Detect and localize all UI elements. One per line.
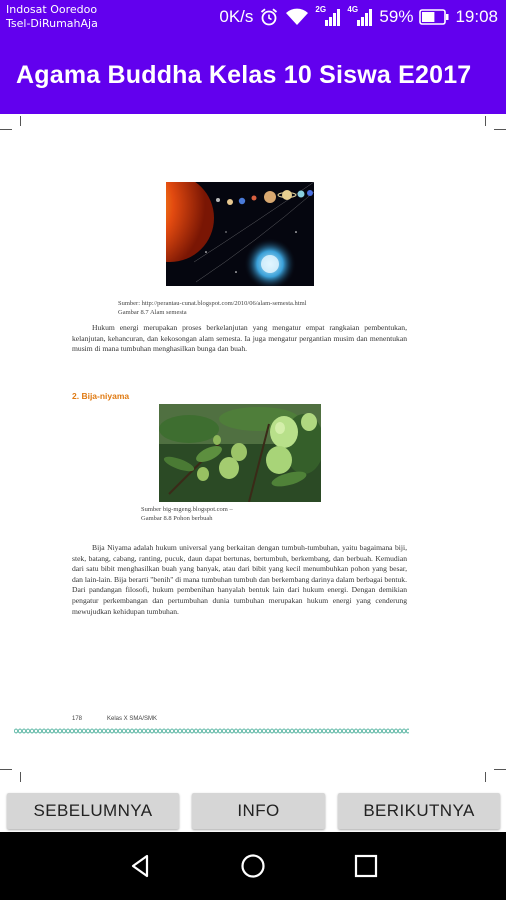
network-speed: 0K/s [219, 7, 254, 26]
figure-caption-tree [141, 506, 233, 523]
crop-mark [0, 129, 12, 130]
signal-strength-2 [347, 7, 373, 27]
decorative-wave-divider [14, 726, 409, 736]
document-page[interactable] [0, 114, 506, 784]
caption-source: Sumber big-mgeng.blogspot.com – [141, 506, 233, 513]
section-heading: 2. Bija-niyama [72, 391, 130, 401]
fruit-tree-image [159, 404, 321, 502]
recents-icon[interactable] [352, 852, 380, 880]
crop-mark [485, 772, 486, 782]
app-title: Agama Buddha Kelas 10 Siswa E2017 [16, 61, 472, 89]
caption-title: Gambar 8.8 Pohon berbuah [141, 514, 213, 522]
crop-mark [494, 129, 506, 130]
wifi-icon [285, 8, 309, 26]
signal-strength-1 [315, 7, 341, 27]
paragraph-energy-law [72, 323, 407, 355]
carrier-info [6, 3, 98, 31]
previous-button[interactable]: SEBELUMNYA [7, 793, 179, 829]
network-type-label: 2G [315, 5, 327, 14]
status-indicators [219, 6, 498, 28]
signal-icon [315, 7, 341, 27]
back-icon[interactable] [127, 852, 155, 880]
system-navigation-bar [0, 832, 506, 900]
navigation-button-bar [0, 784, 506, 832]
battery-icon [419, 9, 449, 25]
paragraph-text: Hukum energi merupakan proses berkelanjutan yang mengatur empat rangkaian pembentukan, kelanjutan, kehancuran, dan kekosongan alam semesta. Ia juga mengatur pergantian musim dan menentukan musim di mana tumbuhan menghasilkan bunga dan buah. [72, 323, 407, 354]
home-icon[interactable] [239, 852, 267, 880]
alarm-icon [259, 7, 279, 27]
page-number: 178 [72, 716, 83, 722]
carrier-name-secondary: Tsel-DiRumahAja [6, 17, 98, 30]
crop-mark [0, 769, 12, 770]
crop-mark [485, 116, 486, 126]
figure-caption-cosmos [118, 300, 306, 317]
book-label: Kelas X SMA/SMK [107, 716, 158, 722]
signal-icon [347, 7, 373, 27]
battery-percent: 59% [379, 7, 414, 26]
crop-mark [494, 769, 506, 770]
caption-title: Gambar 8.7 Alam semesta [118, 308, 187, 316]
app-bar [0, 34, 506, 114]
paragraph-bija-niyama [72, 543, 407, 617]
next-button[interactable]: BERIKUTNYA [338, 793, 500, 829]
status-bar [0, 0, 506, 34]
clock: 19:08 [455, 7, 498, 26]
carrier-name-primary: Indosat Ooredoo [6, 3, 98, 16]
paragraph-text: Bija Niyama adalah hukum universal yang berkaitan dengan tumbuh-tumbuhan, yaitu bagaimana biji, stek, batang, cabang, ranting, pucuk, daun dapat bertunas, bertumbuh, berkembang, dan berbuah. Kemudian dari satu bibit menghasilkan buah yang banyak, atau dari bibit yang kecil menumbuhkan pohon yang besar, dan lain-lain. Bija berarti "benih" di mana tumbuhan tumbuh dan berkembang darinya dalam berbagai bentuk. Dari pandangan filosofi, hukum pembenihan hanyalah bentuk lain dari hukum energi. Dengan demikian pengatur perkembangan dan pertumbuhan dunia tumbuhan merupakan hukum energi yang cenderung mewujudkan kehidupan tumbuhan. [72, 543, 407, 616]
info-button[interactable]: INFO [192, 793, 325, 829]
crop-mark [20, 116, 21, 126]
solar-system-image [166, 182, 314, 286]
crop-mark [20, 772, 21, 782]
caption-source: Sumber: http://perantau-cunat.blogspot.com/2010/06/alam-semesta.html [118, 300, 307, 307]
network-type-label: 4G [347, 5, 359, 14]
